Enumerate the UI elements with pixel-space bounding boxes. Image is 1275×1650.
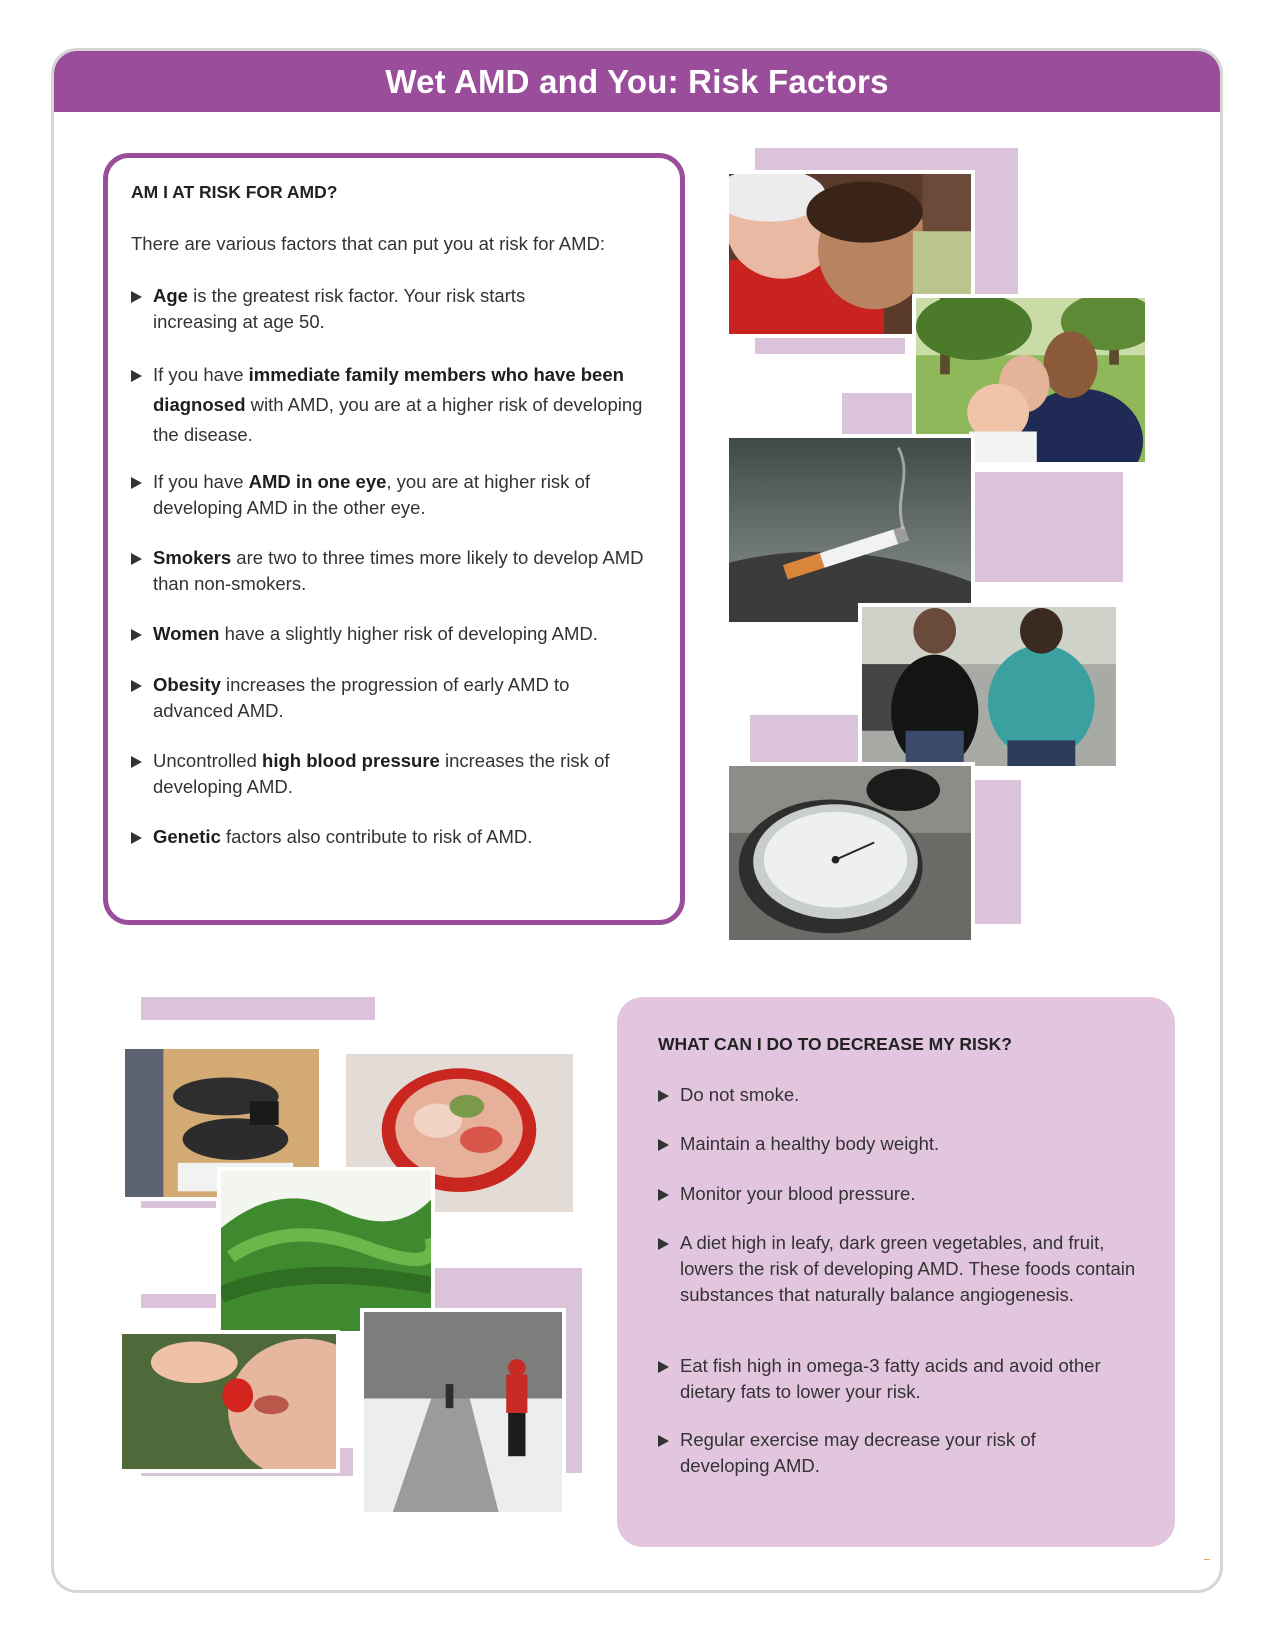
risk-item-obesity: Obesity increases the progression of early AMD to advanced AMD. bbox=[131, 672, 633, 724]
decorative-mark bbox=[1204, 1559, 1210, 1560]
risk-item-genetic: Genetic factors also contribute to risk of AMD. bbox=[131, 824, 653, 850]
risk-item-one-eye: If you have AMD in one eye, you are at higher risk of developing AMD in the other eye. bbox=[131, 469, 653, 521]
bullet-triangle-icon bbox=[131, 291, 142, 303]
lavender-block bbox=[141, 1294, 216, 1308]
bullet-triangle-icon bbox=[131, 680, 142, 692]
page-title: Wet AMD and You: Risk Factors bbox=[385, 62, 889, 100]
bullet-triangle-icon bbox=[658, 1238, 669, 1250]
bullet-triangle-icon bbox=[131, 832, 142, 844]
photo-two-women bbox=[858, 603, 1120, 770]
page-title-bar bbox=[54, 51, 1220, 112]
lavender-block bbox=[141, 997, 375, 1020]
lavender-block bbox=[975, 780, 1021, 924]
decrease-heading: WHAT CAN I DO TO DECREASE MY RISK? bbox=[658, 1034, 1012, 1054]
decrease-item: Eat fish high in omega-3 fatty acids and avoid other dietary fats to lower your risk. bbox=[658, 1353, 1120, 1405]
risk-item-women: Women have a slightly higher risk of developing AMD. bbox=[131, 621, 663, 647]
lavender-block bbox=[750, 715, 860, 763]
risk-item-blood-pressure: Uncontrolled high blood pressure increases the risk of developing AMD. bbox=[131, 748, 643, 800]
bullet-triangle-icon bbox=[131, 477, 142, 489]
bullet-triangle-icon bbox=[658, 1361, 669, 1373]
risk-intro: There are various factors that can put you at risk for AMD: bbox=[131, 233, 606, 254]
risk-item-age: Age is the greatest risk factor. Your risk starts increasing at age 50. bbox=[131, 283, 573, 335]
lavender-block bbox=[975, 472, 1123, 582]
bullet-triangle-icon bbox=[658, 1435, 669, 1447]
bullet-triangle-icon bbox=[131, 629, 142, 641]
bullet-triangle-icon bbox=[131, 370, 142, 382]
bullet-triangle-icon bbox=[658, 1189, 669, 1201]
photo-cigarette bbox=[725, 434, 975, 626]
photo-jogger-snow bbox=[360, 1308, 566, 1516]
decrease-item: Maintain a healthy body weight. bbox=[658, 1131, 1140, 1157]
decrease-item: Monitor your blood pressure. bbox=[658, 1181, 1140, 1207]
lavender-block bbox=[842, 393, 922, 439]
decrease-item: Do not smoke. bbox=[658, 1082, 1140, 1108]
bullet-triangle-icon bbox=[658, 1090, 669, 1102]
decrease-item: A diet high in leafy, dark green vegetables, and fruit, lowers the risk of developing AMD. These foods contain substances that naturally balance angiogenesis. bbox=[658, 1230, 1142, 1308]
risk-item-smokers: Smokers are two to three times more likely to develop AMD than non-smokers. bbox=[131, 545, 653, 597]
photo-blood-pressure-gauge bbox=[725, 762, 975, 944]
bullet-triangle-icon bbox=[131, 553, 142, 565]
bullet-triangle-icon bbox=[131, 756, 142, 768]
risk-factors-box bbox=[103, 153, 685, 925]
decrease-item: Regular exercise may decrease your risk of developing AMD. bbox=[658, 1427, 1100, 1479]
risk-heading: AM I AT RISK FOR AMD? bbox=[131, 182, 338, 202]
bullet-triangle-icon bbox=[658, 1139, 669, 1151]
risk-item-family: If you have immediate family members who have been diagnosed with AMD, you are at a higher risk of developing the disease. bbox=[131, 360, 653, 450]
photo-strawberry bbox=[118, 1330, 340, 1473]
